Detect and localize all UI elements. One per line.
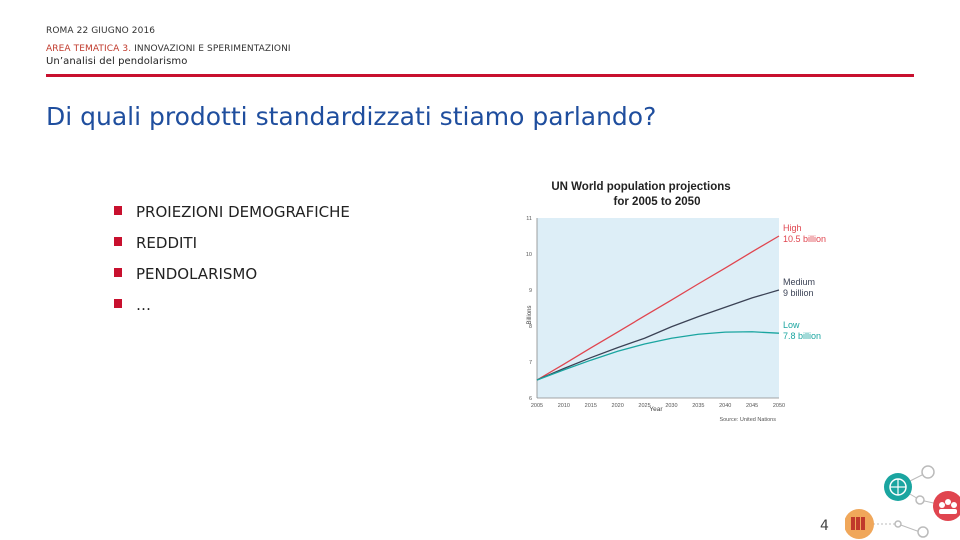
series-value-low: 7.8 billion [783, 331, 822, 342]
chart-series-labels [783, 223, 826, 341]
chart-xlabel: Year [649, 406, 663, 413]
chart-title-line-2: for 2005 to 2050 [613, 196, 701, 208]
header-date: ROMA 22 GIUGNO 2016 [46, 26, 156, 36]
bullet-item [114, 262, 350, 293]
network-node-icon [895, 521, 901, 527]
y-tick-label: 9 [528, 288, 532, 294]
bullet-text: PROIEZIONI DEMOGRAFICHE [136, 203, 350, 221]
bullet-square-icon [114, 206, 122, 215]
x-tick-label: 2025 [638, 403, 651, 409]
header-area-text: INNOVAZIONI E SPERIMENTAZIONI [131, 44, 291, 54]
series-value-medium: 9 billion [783, 288, 814, 298]
page-title: Di quali prodotti standardizzati stiamo parlando? [46, 102, 657, 131]
bullet-item [114, 231, 350, 262]
y-tick-label: 6 [528, 396, 532, 402]
bullet-text: REDDITI [136, 234, 198, 252]
chart-title-line-1: UN World population projections [551, 181, 731, 193]
chart-source: Source: United Nations [719, 417, 776, 423]
series-value-high: 10.5 billion [783, 234, 827, 244]
y-tick-label: 11 [526, 216, 532, 222]
series-label-medium: Medium [783, 277, 816, 287]
series-label-low: Low [783, 320, 800, 331]
bullet-list [114, 200, 350, 324]
header-area [46, 44, 291, 54]
x-tick-label: 2010 [557, 403, 571, 409]
header-area-prefix: AREA TEMATICA 3. [46, 44, 132, 54]
y-tick-label: 8 [528, 324, 532, 330]
x-tick-label: 2005 [530, 403, 544, 409]
page-number: 4 [820, 518, 829, 534]
x-tick-label: 2015 [584, 403, 597, 409]
bullet-item [114, 293, 350, 324]
bullet-square-icon [114, 268, 122, 277]
header-divider [46, 74, 914, 77]
x-tick-label: 2035 [692, 403, 705, 409]
y-tick-label: 7 [528, 360, 532, 366]
decorative-network-icon [845, 460, 960, 540]
bullet-square-icon [114, 299, 122, 308]
chart-ylabel: Billions [527, 305, 533, 325]
bullet-text: PENDOLARISMO [136, 265, 258, 283]
header-subtitle: Un’analisi del pendolarismo [46, 56, 188, 67]
network-node-icon [916, 496, 924, 504]
bullet-text: … [136, 296, 151, 314]
x-tick-label: 2040 [719, 403, 732, 409]
bullet-item [114, 200, 350, 231]
network-node-icon [918, 527, 928, 537]
series-label-high: High [783, 223, 802, 233]
x-tick-label: 2030 [665, 403, 678, 409]
x-tick-label: 2020 [611, 403, 624, 409]
x-tick-label: 2045 [745, 403, 759, 409]
y-tick-label: 10 [525, 252, 532, 258]
chart-svg [518, 175, 848, 430]
network-node-icon [922, 466, 934, 478]
bullet-square-icon [114, 237, 122, 246]
population-chart [518, 175, 848, 430]
x-tick-label: 2050 [772, 403, 786, 409]
